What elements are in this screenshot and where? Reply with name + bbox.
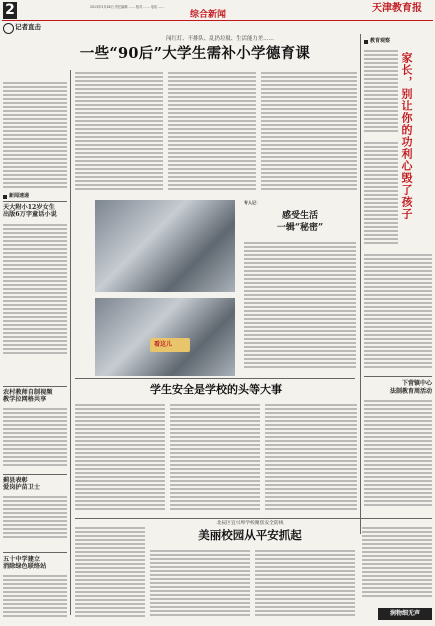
bottom-text-far-right (362, 525, 432, 605)
right-tag: 教育观察 (364, 38, 432, 46)
correspondent-tag: 记者直击 (3, 22, 43, 34)
left-item-2-text (3, 406, 67, 470)
page-number: 2 (3, 2, 17, 19)
main-headline: 一些“90后”大学生需补小学德育课 (79, 45, 311, 62)
bottom-text-left (75, 525, 145, 621)
photo-classroom (95, 298, 235, 376)
safety-text-3 (265, 402, 357, 514)
right-text-4 (364, 398, 432, 514)
photo-feature-badge: 看这儿 (150, 338, 190, 352)
main-kicker: 闯红灯、不排队、乱扔垃圾、生活能力差…… (166, 36, 274, 42)
square-bullet-icon (3, 195, 7, 199)
col-rule-left (70, 70, 71, 615)
left-item-4-text (3, 573, 67, 621)
bottom-top-rule (75, 518, 432, 519)
left-rule-2 (3, 386, 67, 387)
bottom-text-right (255, 548, 355, 622)
right-rule (364, 376, 432, 377)
left-label-rule (3, 201, 67, 202)
safety-text-2 (170, 402, 260, 514)
right-text-3 (364, 252, 432, 372)
right-text-1 (364, 48, 398, 138)
masthead-rule (2, 20, 433, 21)
paper-name: 天津教育报 (372, 3, 422, 14)
bottom-headline: 美丽校园从平安抓起 (198, 528, 302, 542)
photo-students (95, 200, 235, 292)
left-item-3-text (3, 494, 67, 544)
left-item-2-title: 农村教师自制视频 教学拉网格共享 (3, 389, 53, 403)
photo-feature-text (244, 240, 356, 370)
camera-icon (3, 23, 14, 34)
photo-feature-caption: 感受生活 一辑“秘密” (276, 211, 324, 233)
safety-text-1 (75, 402, 165, 514)
bottom-badge: 润物细无声 (378, 608, 432, 620)
left-item-3-title: 蓟县表彰 爱岗护苗卫士 (3, 477, 41, 491)
left-rule-4 (3, 552, 67, 553)
square-bullet-icon (364, 40, 368, 44)
photo-feature-label: 专人记： (244, 200, 260, 205)
safety-top-rule (75, 378, 355, 379)
safety-headline: 学生安全是学校的头等大事 (150, 383, 282, 396)
main-body-text-3 (261, 70, 357, 198)
left-item-1-text (3, 222, 67, 362)
bottom-text-mid (150, 548, 250, 622)
issue-line: 2013年3月28日 责任编辑 …… 校对 …… 电话 …… (90, 5, 165, 9)
left-intro-text (3, 80, 67, 192)
main-body-text-1 (75, 70, 163, 198)
right-headline: 家长，别让你的功利心毁了孩子 (400, 52, 413, 220)
left-section-label: 新闻速递 (3, 193, 67, 201)
left-rule-3 (3, 474, 67, 475)
right-text-2 (364, 140, 398, 250)
section-title: 综合新闻 (190, 10, 227, 20)
main-body-text-2 (168, 70, 256, 198)
right-subhead: 下营镇中心 法制教育周活动 (389, 380, 432, 395)
col-rule-right (360, 34, 361, 534)
left-item-4-title: 五十中学建立 消除绿色联络站 (3, 556, 47, 570)
left-item-1-title: 天大附小12岁女生 出版6万字童话小说 (3, 204, 57, 218)
bottom-kicker: 北辰区宜兴埠学校聚焦安全防线 (216, 521, 284, 526)
